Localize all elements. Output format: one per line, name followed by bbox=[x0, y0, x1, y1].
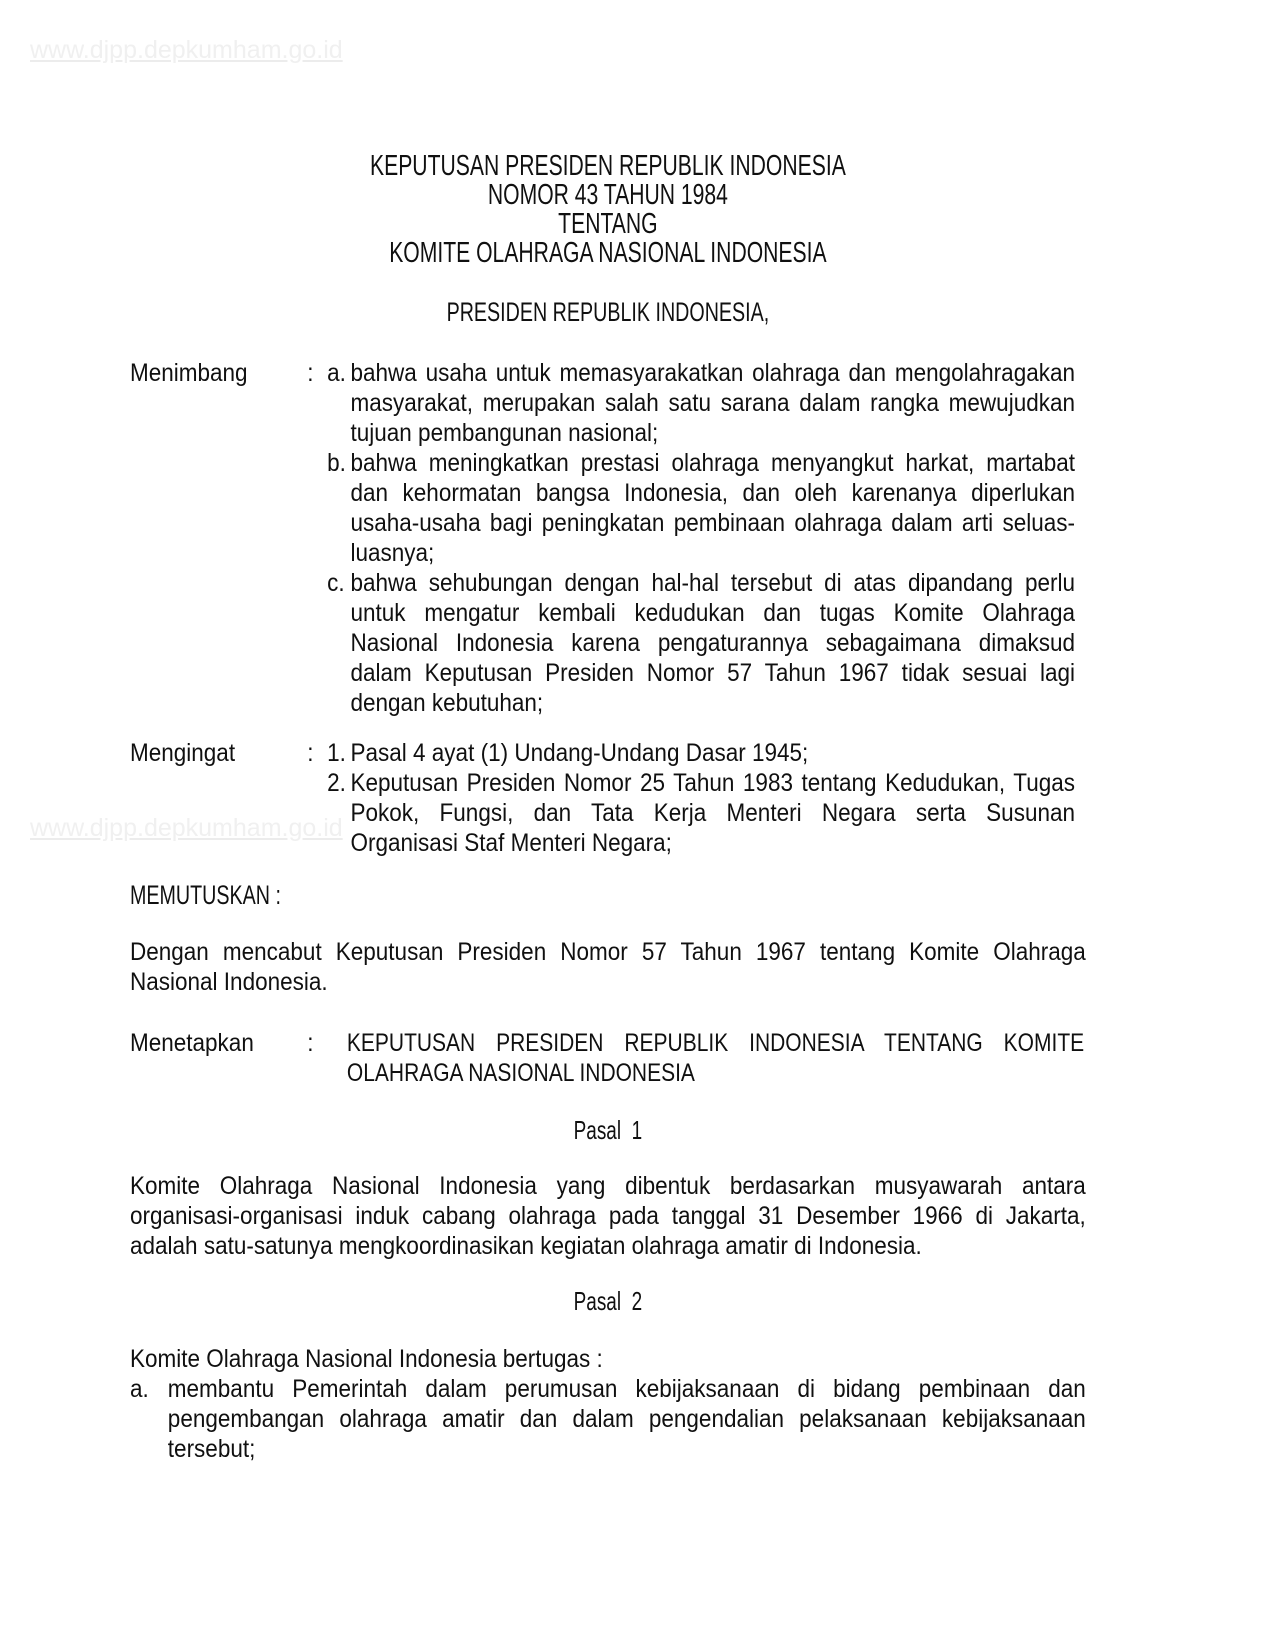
menimbang-items bbox=[327, 358, 1075, 718]
document-content bbox=[130, 0, 1086, 1464]
watermark-top: www.djpp.depkumham.go.id bbox=[30, 36, 343, 64]
title-line-type: KEPUTUSAN PRESIDEN REPUBLIK INDONESIA bbox=[370, 150, 846, 182]
mengingat-items bbox=[327, 738, 1075, 858]
item-text: bahwa usaha untuk memasyarakatkan olahraga dan mengolahragakan masyarakat, merupakan salah satu sarana dalam rangka mewujudkan tujuan pembangunan nasional; bbox=[350, 359, 1075, 447]
item-text: bahwa sehubungan dengan hal-hal tersebut di atas dipandang perlu untuk mengatur kembali kedudukan dan tugas Komite Olahraga Nasional Indonesia karena pengaturannya sebagaimana dimaksud dalam Keputusan Presiden Nomor 57 Tahun 1967 tidak sesuai lagi dengan kebutuhan; bbox=[350, 569, 1075, 717]
title-line-tentang: TENTANG bbox=[558, 208, 658, 240]
menimbang-item-c bbox=[327, 568, 1075, 718]
menimbang-colon: : bbox=[307, 359, 314, 387]
pasal-2-intro: Komite Olahraga Nasional Indonesia bertugas : bbox=[130, 1345, 603, 1373]
item-marker: a. bbox=[130, 1375, 149, 1403]
memutuskan-heading: MEMUTUSKAN : bbox=[130, 880, 281, 910]
item-text: Pasal 4 ayat (1) Undang-Undang Dasar 1945; bbox=[350, 739, 809, 767]
mengingat-item-1 bbox=[327, 738, 1075, 768]
item-marker: b. bbox=[327, 449, 346, 477]
item-text: membantu Pemerintah dalam perumusan kebijaksanaan di bidang pembinaan dan pengembangan olahraga amatir dan dalam pengendalian pelaksanaan kebijaksanaan tersebut; bbox=[167, 1375, 1086, 1463]
mengingat-section bbox=[130, 738, 1086, 858]
pasal-2-item-a bbox=[130, 1374, 1086, 1464]
mengingat-colon: : bbox=[307, 739, 314, 767]
pasal-2-heading: Pasal 2 bbox=[573, 1286, 643, 1316]
item-marker: 2. bbox=[327, 769, 346, 797]
mengingat-label: Mengingat bbox=[130, 739, 236, 767]
menimbang-label: Menimbang bbox=[130, 359, 248, 387]
item-text: Keputusan Presiden Nomor 25 Tahun 1983 tentang Kedudukan, Tugas Pokok, Fungsi, dan Tata Kerja Menteri Negara serta Susunan Organisasi Staf Menteri Negara; bbox=[350, 769, 1075, 857]
menimbang-item-a bbox=[327, 358, 1075, 448]
menimbang-item-b bbox=[327, 448, 1075, 568]
title-line-number: NOMOR 43 TAHUN 1984 bbox=[487, 179, 728, 211]
revocation-paragraph: Dengan mencabut Keputusan Presiden Nomor 57 Tahun 1967 tentang Komite Olahraga Nasional Indonesia. bbox=[130, 938, 1086, 996]
menimbang-section bbox=[130, 358, 1086, 718]
menetapkan-body bbox=[327, 1028, 1095, 1088]
document-title bbox=[221, 152, 995, 268]
pasal-1-heading: Pasal 1 bbox=[573, 1115, 643, 1145]
pasal-2-body bbox=[130, 1344, 1086, 1464]
menetapkan-section bbox=[130, 1028, 1086, 1088]
pasal-1-body: Komite Olahraga Nasional Indonesia yang dibentuk berdasarkan musyawarah antara organisasi-organisasi induk cabang olahraga pada tanggal 31 Desember 1966 di Jakarta, adalah satu-satunya mengkoordinasikan kegiatan olahraga amatir di Indonesia. bbox=[130, 1172, 1086, 1260]
menetapkan-text: KEPUTUSAN PRESIDEN REPUBLIK INDONESIA TENTANG KOMITE OLAHRAGA NASIONAL INDONESIA bbox=[346, 1029, 1085, 1087]
preamble-heading: PRESIDEN REPUBLIK INDONESIA, bbox=[446, 297, 770, 327]
item-text: bahwa meningkatkan prestasi olahraga menyangkut harkat, martabat dan kehormatan bangsa Indonesia, dan oleh karenanya diperlukan usaha-usaha bagi peningkatan pembinaan olahraga dalam arti seluas-luasnya; bbox=[350, 449, 1075, 567]
item-marker: c. bbox=[327, 569, 345, 597]
mengingat-item-2 bbox=[327, 768, 1075, 858]
watermark-middle: www.djpp.depkumham.go.id bbox=[30, 814, 343, 842]
title-line-subject: KOMITE OLAHRAGA NASIONAL INDONESIA bbox=[389, 237, 827, 269]
item-marker: a. bbox=[327, 359, 346, 387]
menetapkan-colon: : bbox=[307, 1029, 314, 1057]
menetapkan-label: Menetapkan bbox=[130, 1029, 254, 1057]
item-marker: 1. bbox=[327, 739, 346, 767]
